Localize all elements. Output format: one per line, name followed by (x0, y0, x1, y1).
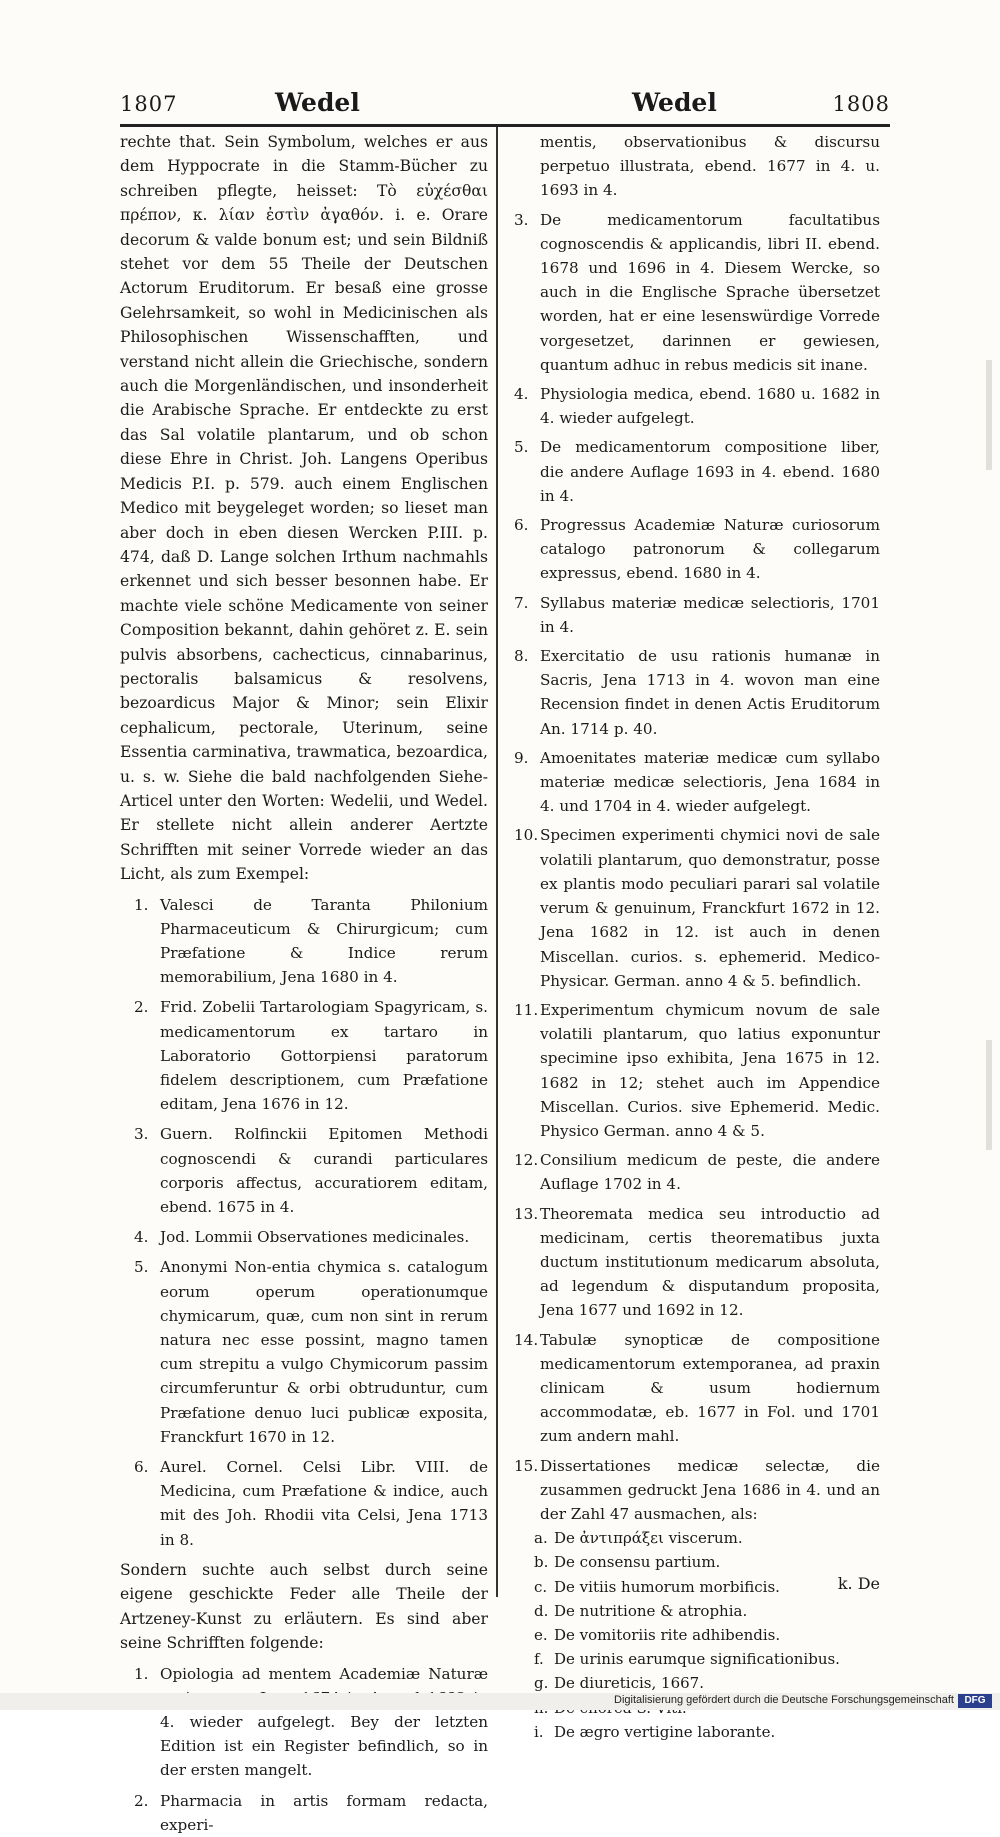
list-item (120, 893, 488, 990)
item-text: De medicamentorum compositione liber, die andere Auflage 1693 in 4. ebend. 1680 in 4. (540, 438, 880, 505)
item-number: 5. (134, 1258, 149, 1277)
item-text: Dissertationes medicæ selectæ, die zusammen gedruckt Jena 1686 in 4. und an der Zahl 47 ausmachen, als: (540, 1456, 880, 1523)
item-number: 13. (514, 1204, 539, 1223)
item-text: Physiologia medica, ebend. 1680 u. 1682 in 4. wieder aufgelegt. (540, 385, 880, 428)
transition-paragraph: Sondern suchte auch selbst durch seine eigene geschickte Feder alle Theile der Artzeney-Kunst zu erläutern. Es sind aber seine Schrifften folgende: (120, 1560, 488, 1653)
item-number: 3. (514, 210, 529, 229)
list-item (514, 1328, 880, 1449)
left-running-head: Wedel (275, 88, 360, 117)
item-number: 2. (134, 1791, 149, 1810)
item-text: Progressus Academiæ Naturæ curiosorum catalogo patronorum & collegarum expressus, ebend. 1680 in 4. (540, 516, 880, 583)
list-item (120, 1455, 488, 1552)
item-text: Frid. Zobelii Tartarologiam Spagyricam, s. medicamentorum ex tartaro in Laboratorio Gottorpiensi paratorum fidelem descriptionem, cum Præfatione editam, Jena 1676 in 12. (160, 998, 488, 1114)
list-item (514, 1623, 880, 1647)
item-number: 1. (134, 1664, 149, 1683)
list-item (514, 823, 880, 992)
item-text: Guern. Rolfinckii Epitomen Methodi cognoscendi & curandi particulares corporis affectus, accuratiorem editam, ebend. 1675 in 4. (160, 1125, 488, 1217)
item-number: 1. (134, 895, 149, 914)
item-text: Specimen experimenti chymici novi de sale volatili plantarum, quo demonstratur, posse ex plantis modo peculiari parari sal volatile verum & genuinum, Franckfurt 1672 in 12. Jena 1682 in 12. ist auch in denen Miscellan. curios. s. ephemerid. Medico-Physicar. German. anno 4 & 5. befindlich. (540, 826, 880, 990)
item-text: Jod. Lommii Observationes medicinales. (160, 1228, 470, 1247)
item-text: Experimentum chymicum novum de sale volatili plantarum, quo latius exponuntur specimine ipso exhibita, Jena 1675 in 12. 1682 in 12; stehet auch im Appendice Miscellan. Curios. sive Ephemerid. Medic. Physico German. anno 4 & 5. (540, 1000, 880, 1140)
item-number: 4. (514, 385, 529, 404)
item-letter: i. (534, 1722, 544, 1741)
item-text: De medicamentorum facultatibus cognoscendis & applicandis, libri II. ebend. 1678 und 1696 in 4. Diesem Wercke, so auch in die Englische Sprache übersetzet worden, hat er eine lesenswürdige Vorrede vorgesetzet, darinnen er gewiesen, quantum adhuc in rebus medicis sit inane. (540, 210, 880, 374)
item-text: Exercitatio de usu rationis humanæ in Sacris, Jena 1713 in 4. wovon man eine Recension findet in denen Actis Eruditorum An. 1714 p. 40. (540, 647, 880, 738)
digitization-footer (0, 1693, 1000, 1710)
list-item (514, 998, 880, 1143)
list-item (514, 1575, 880, 1599)
item-number: 3. (134, 1125, 149, 1144)
item-text: De vomitoriis rite adhibendis. (554, 1625, 781, 1644)
item-text: Tabulæ synopticæ de compositione medicamentorum extemporanea, ad praxin clinicam & usum hodiernum accommodatæ, eb. 1677 in Fol. und 1701 zum andern mahl. (540, 1330, 880, 1446)
item-number: 8. (514, 647, 529, 666)
list-item (514, 1671, 880, 1695)
item-text: Opiologia ad mentem Academiæ Naturæ 4. wieder aufgelegt. Bey der letzten Edition ist ein Register befindlich, so in der ersten mangelt. (160, 1664, 488, 1780)
list-item (514, 1148, 880, 1196)
list-item (514, 1647, 880, 1671)
list-item (120, 1255, 488, 1449)
dfg-logo: DFG (958, 1694, 992, 1708)
item-text: De consensu partium. (554, 1553, 721, 1572)
item-number: 2. (134, 998, 149, 1017)
item-text: De urinis earumque significationibus. (554, 1650, 840, 1669)
item-letter: d. (534, 1601, 549, 1620)
list-item (120, 995, 488, 1116)
continued-item-text: mentis, observationibus & discursu perpetuo illustrata, ebend. 1677 in 4. u. 1693 in 4. (540, 133, 880, 200)
item-number: 12. (514, 1151, 539, 1170)
item-letter: c. (534, 1577, 548, 1596)
item-text: Aurel. Cornel. Celsi Libr. VIII. de Medicina, cum Præfatione & indice, auch mit des Joh. Rhodii vita Celsi, Jena 1713 in 8. (160, 1458, 488, 1549)
item-number: 4. (134, 1228, 149, 1247)
list-item (514, 513, 880, 586)
page-edge-shadow (986, 360, 992, 470)
item-letter: a. (534, 1529, 548, 1548)
works-list (514, 208, 880, 1527)
list-item (514, 644, 880, 741)
list-item (514, 1599, 880, 1623)
own-works-list (120, 1662, 488, 1837)
item-text: Amoenitates materiæ medicæ cum syllabo materiæ medicæ selectioris, Jena 1684 in 4. und 1704 in 4. wieder aufgelegt. (540, 748, 880, 816)
item-number: 7. (514, 593, 529, 612)
right-column (514, 130, 880, 1744)
item-letter: e. (534, 1625, 548, 1644)
list-item (514, 1202, 880, 1323)
list-item (120, 1122, 488, 1219)
item-number: 14. (514, 1330, 539, 1349)
left-column (120, 130, 488, 1837)
item-text: Anonymi Non-entia chymica s. catalogum eorum operum operationumque chymicarum, quæ, cum non sint in rerum natura nec esse possint, magno tamen cum strepitu a vulgo Chymicorum passim circumferuntur & orbi obtruduntur, cum Præfatione denuo luci publicæ exposita, Franckfurt 1670 in 12. (160, 1258, 488, 1446)
item-number: 10. (514, 826, 539, 845)
list-item (514, 1454, 880, 1527)
page-edge-shadow (986, 1040, 992, 1150)
item-text: De ægro vertigine laborante. (554, 1722, 776, 1741)
list-item (514, 1526, 880, 1550)
item-number: 9. (514, 748, 529, 767)
list-item (120, 1789, 488, 1837)
item-number: 11. (514, 1000, 539, 1019)
item-text: De vitiis humorum morbificis. (554, 1577, 780, 1596)
list-item (514, 591, 880, 639)
item-number: 5. (514, 438, 529, 457)
item-letter: b. (534, 1553, 549, 1572)
item-number: 15. (514, 1456, 539, 1475)
list-item (514, 1550, 880, 1574)
item-number: 6. (134, 1458, 149, 1477)
catchword: k. De (837, 1574, 880, 1593)
list-item (514, 746, 880, 819)
list-item (514, 435, 880, 508)
list-item (514, 1720, 880, 1744)
list-item (120, 1662, 488, 1783)
item-text: Valesci de Taranta Philonium Pharmaceuticum & Chirurgicum; cum Præfatione & Indice rerum memorabilium, Jena 1680 in 4. (160, 895, 488, 987)
item-letter: g. (534, 1674, 549, 1693)
list-item (514, 208, 880, 377)
item-text: Pharmacia in artis formam redacta, experi- (160, 1791, 488, 1834)
right-running-head: Wedel (632, 88, 717, 117)
item-text: De nutritione & atrophia. (554, 1601, 748, 1620)
footer-credit: Digitalisierung gefördert durch die Deutsche Forschungsgemeinschaft (614, 1694, 954, 1706)
biography-paragraph: rechte that. Sein Symbolum, welches er aus dem Hyppocrate in die Stamm-Bücher zu schreiben pflegte, heisset: Τὸ εὐχέσθαι πρέπον, κ. λίαν ἐστὶν ἀγαθόν. i. e. Orare decorum & valde bonum est; und sein Bildniß stehet vor dem 55 Theile der Deutschen Actorum Eruditorum. Er besaß eine grosse Gelehrsamkeit, so wohl in Medicinischen als Philosophischen Wissenschafften, und verstand nicht allein die Griechische, sondern auch die Morgenländischen, und insonderheit die Arabische Sprache. Er entdeckte zu erst das Sal volatile plantarum, und ob schon diese Ehre in Christ. Joh. Langens Operibus Medicis P.I. p. 579. auch einem Englischen Medico mit beygeleget worden; so lieset man aber doch in eben diesen Wercken P.III. p. 474, daß D. Lange solchen Irthum nachmahls erkennet und sich besser besonnen habe. Er machte viele schöne Medicamente von seiner Composition bekannt, dahin gehöret z. E. sein pulvis absorbens, cachecticus, cinnabarinus, pectoralis balsamicus & resolvens, bezoardicus Major & Minor; sein Elixir cephalicum, pectorale, Uterinum, seine Essentia carminativa, trawmatica, bezoardica, u. s. w. Siehe die bald nachfolgenden Siehe-Articel unter den Worten: Wedelii, und Wedel. Er stellete nicht allein anderer Aertzte Schrifften mit seiner Vorrede wieder an das Licht, als zum Exempel: (120, 133, 488, 884)
running-header (120, 88, 890, 124)
right-page-number: 1808 (832, 92, 890, 116)
list-item (120, 1225, 488, 1249)
item-text: De ἀντιπράξει viscerum. (554, 1529, 743, 1548)
list-item (514, 382, 880, 430)
left-page-number: 1807 (120, 92, 178, 116)
item-text: Theoremata medica seu introductio ad medicinam, certis theorematibus juxta ductum institutionum medicarum absoluta, ad legendum & disputandum proposita, Jena 1677 und 1692 in 12. (540, 1204, 880, 1320)
item-number: 6. (514, 516, 529, 535)
item-text: De diureticis, 1667. (554, 1674, 704, 1693)
item-letter: f. (534, 1650, 544, 1669)
prefaced-works-list (120, 893, 488, 1552)
item-text: Consilium medicum de peste, die andere Auflage 1702 in 4. (540, 1151, 880, 1194)
dissertations-list (514, 1526, 880, 1744)
header-rule (120, 124, 890, 127)
column-divider (496, 127, 498, 1597)
item-text: Syllabus materiæ medicæ selectioris, 1701 in 4. (540, 593, 880, 636)
